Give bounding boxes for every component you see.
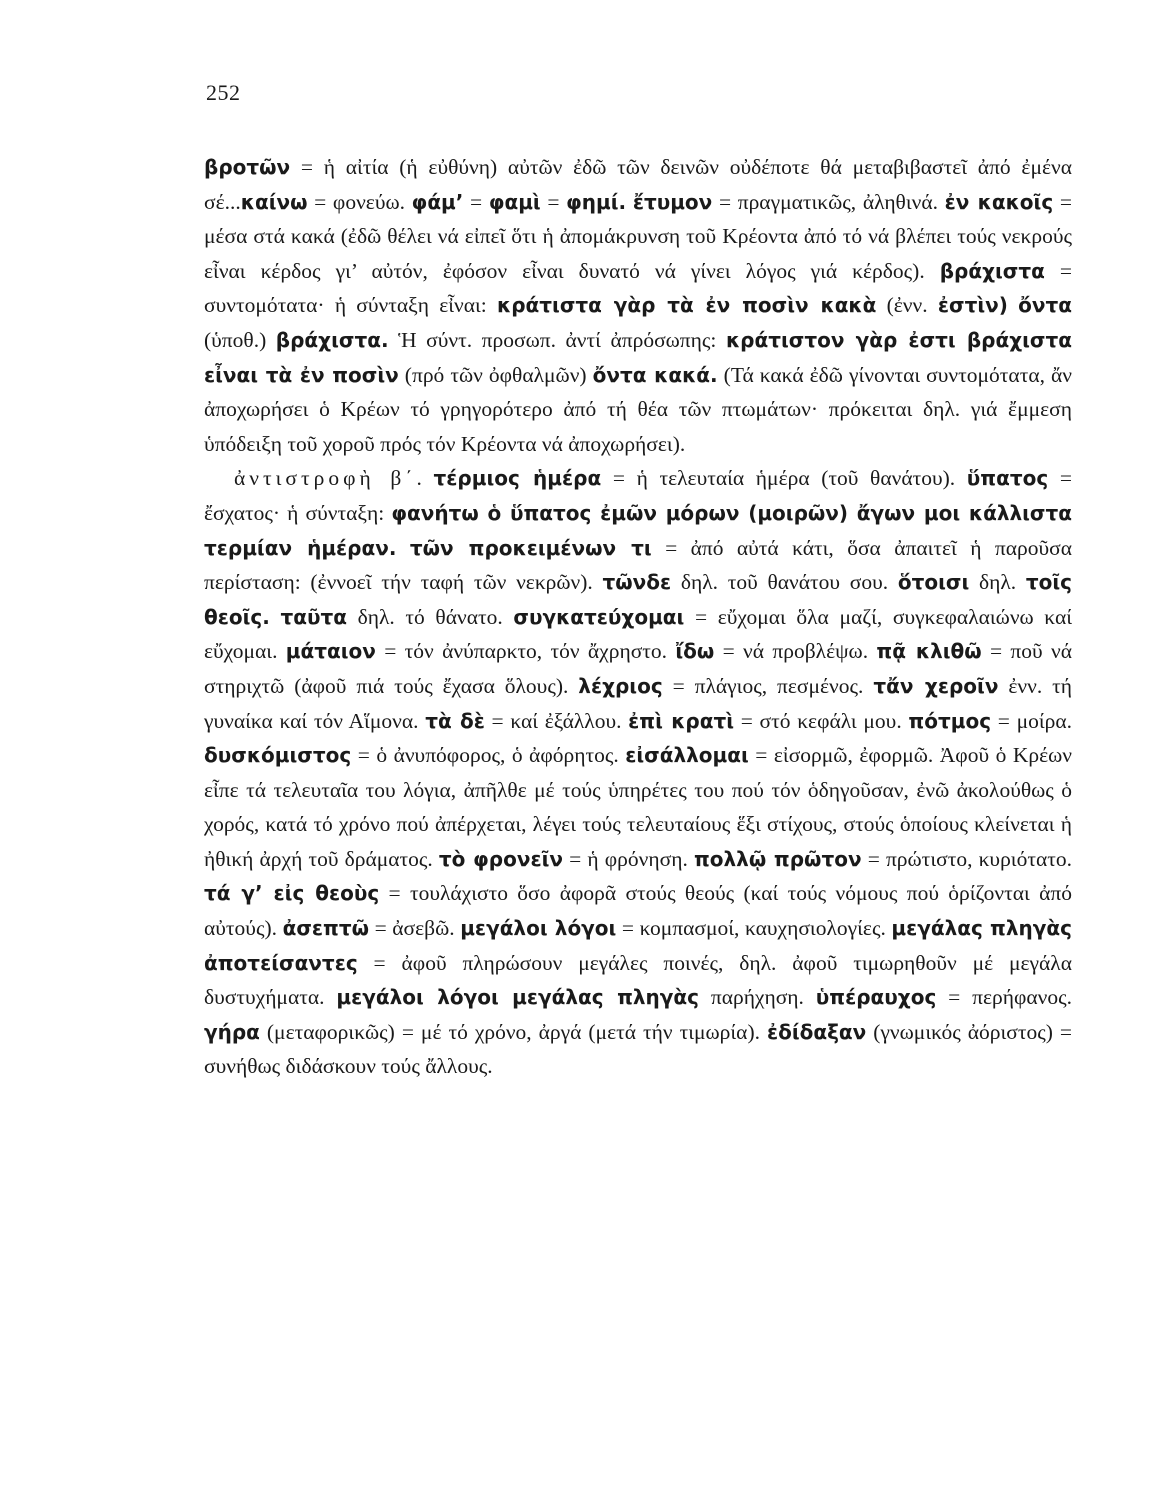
text-run: = πλάγιος, πεσμένος. [662, 673, 874, 698]
text-run: . [416, 466, 434, 491]
text-run: = τουλάχιστο ὅσο ἀφορᾶ στούς θεούς (καί τούς νόμους πού ὁρίζονται ἀπό αὐτούς). [204, 881, 1072, 941]
bold-term: συγκατεύχομαι [513, 604, 685, 629]
bold-term: τά γ’ εἰς θεοὺς [204, 881, 380, 906]
bold-term: καίνω [240, 189, 308, 214]
bold-term: ὄντα [1018, 293, 1072, 318]
text-run: Ἡ σύντ. προσωπ. ἀντί ἀπρόσωπης: [388, 327, 726, 352]
text-run: δηλ. τοῦ θανάτου σου. [671, 570, 898, 595]
text-run [270, 605, 281, 629]
text-run: (γνωμικός ἀόριστος) = συνήθως διδάσκουν τούς ἄλλους. [204, 1019, 1072, 1079]
text-run: (πρό τῶν ὀφθαλμῶν) [398, 362, 593, 387]
text-run: = [540, 189, 567, 214]
bold-term: ὄντα κακά. [592, 362, 718, 387]
text-run: = ἡ αἰτία (ἡ εὐθύνη) αὐτῶν ἐδῶ τῶν δεινῶν οὐδέποτε θά μεταβιβαστεῖ ἀπό ἐμένα σέ... [204, 155, 1072, 214]
paragraph-1 [204, 150, 1072, 461]
bold-term: γήρα [204, 1019, 260, 1044]
bold-term: πολλῷ πρῶτον [693, 846, 862, 871]
bold-term: ταῦτα [280, 604, 347, 629]
text-run: δηλ. [969, 570, 1026, 595]
bold-term: φανήτω ὁ ὕπατος ἐμῶν μόρων (μοιρῶν) ἄγων μοι κάλλιστα τερμίαν ἡμέραν. [204, 500, 1072, 560]
text-run: δηλ. τό θάνατο. [347, 604, 514, 629]
bold-term: τέρμιος ἡμέρα [433, 466, 602, 491]
text-run: = ἀφοῦ πληρώσουν μεγάλες ποινές, δηλ. ἀφοῦ τιμωρηθοῦν μέ μεγάλα δυστυχήματα. [204, 950, 1072, 1010]
bold-term: βράχιστα [939, 258, 1045, 283]
bold-term: βροτῶν [204, 155, 291, 179]
bold-term: ἔτυμον [632, 189, 713, 214]
text-run: = [463, 189, 489, 214]
bold-term: ἐπὶ κρατὶ [628, 708, 735, 733]
bold-term: φημί. [566, 189, 627, 214]
text-run: ἐνν. τή γυναίκα καί τόν Αἵμονα. [204, 673, 1072, 733]
text-run: = πραγματικῶς, ἀληθινά. [712, 189, 945, 214]
bold-term: ἐδίδαξαν [766, 1019, 867, 1044]
paragraph-2 [204, 461, 1072, 1084]
page-number: 252 [206, 80, 241, 105]
bold-term: λέχριος [578, 673, 663, 698]
text-run: = καί ἐξάλλου. [484, 708, 629, 733]
text-run: = εὔχομαι ὅλα μαζί, συγκεφαλαιώνω καί εὔχομαι. [204, 604, 1073, 664]
text-run: = κομπασμοί, καυχησιολογίες. [616, 916, 892, 941]
bold-term: ἐστὶν) [937, 293, 1008, 318]
text-run: = μοίρα. [991, 708, 1072, 733]
bold-term: δυσκόμιστος [204, 743, 352, 768]
text-run: = μέσα στά κακά (ἐδῶ θέλει νά εἰπεῖ ὅτι ἡ ἀπομάκρυνση τοῦ Κρέοντα ἀπό τό νά βλέπει τούς νεκρούς εἶναι κέρδος γι’ αὐτόν, ἐφόσον εἶναι δυνατό νά γίνει λόγος γιά κέρδος). [204, 189, 1072, 283]
text-run: = συντομότατα· ἡ σύνταξη εἶναι: [204, 258, 1072, 318]
text-run [396, 536, 409, 560]
text-run: = ποῦ νά στηριχτῶ (ἀφοῦ πιά τούς ἔχασα ὅλους). [204, 639, 1072, 698]
bold-term: ἴδω [675, 639, 715, 664]
bold-term: εἰσάλλομαι [625, 743, 749, 768]
bold-term: κράτιστα γὰρ τὰ ἐν ποσὶν κακὰ [497, 293, 877, 318]
bold-term: μεγάλοι λόγοι μεγάλας πληγὰς [336, 985, 699, 1010]
bold-term: φάμ’ [411, 189, 464, 214]
bold-term: τοῖς θεοῖς. [204, 570, 1072, 629]
commentary-text [204, 150, 1072, 1084]
text-run: (Τά κακά ἐδῶ γίνονται συντομότατα, ἄν ἀποχωρήσει ὁ Κρέων τό γρηγορότερο ἀπό τή θέα τῶν πτωμάτων· πρόκειται δηλ. γιά ἔμμεση ὑπόδειξη τοῦ χοροῦ πρός τόν Κρέοντα νά ἀποχωρήσει). [204, 362, 1072, 456]
bold-term: μάταιον [285, 639, 376, 664]
text-run: = ἡ τελευταία ἡμέρα (τοῦ θανάτου). [601, 466, 967, 491]
text-run: = ἔσχατος· ἡ σύνταξη: [204, 466, 1072, 525]
text-run: (μεταφορικῶς) = μέ τό χρόνο, ἀργά (μετά τήν τιμωρία). [259, 1019, 767, 1044]
bold-term: τῶν προκειμένων τι [409, 535, 652, 560]
bold-term: ὕπατος [966, 466, 1049, 491]
bold-term: φαμὶ [488, 189, 541, 214]
text-run: = ἀσεβῶ. [369, 916, 461, 941]
bold-term: κράτιστον γὰρ ἐστι βράχιστα εἶναι τὰ ἐν ποσὶν [204, 327, 1072, 387]
text-run: = περήφανος. [936, 985, 1073, 1010]
bold-term: μεγάλας πληγὰς ἀποτείσαντες [204, 916, 1072, 975]
bold-term: ὅτοισι [897, 570, 970, 595]
bold-term: μεγάλοι λόγοι [460, 916, 617, 941]
text-run: = φονεύω. [307, 189, 412, 214]
text-run: (ὑποθ.) [204, 327, 276, 352]
bold-term: τὸ φρονεῖν [438, 846, 564, 871]
text-run [1008, 293, 1018, 317]
text-run: = στό κεφάλι μου. [734, 708, 909, 733]
text-run: ἀντιστροφὴ β΄ [234, 466, 417, 491]
text-run: παρήχηση. [699, 985, 816, 1010]
text-run: = ἀπό αὐτά κάτι, ὅσα ἀπαιτεῖ ἡ παροῦσα περίσταση: (ἐννοεῖ τήν ταφή τῶν νεκρῶν). [204, 535, 1072, 595]
bold-term: τῶνδε [602, 570, 672, 595]
bold-term: πότμος [908, 708, 992, 733]
text-run: = εἰσορμῶ, ἐφορμῶ. Ἀφοῦ ὁ Κρέων εἶπε τά τελευταῖα του λόγια, ἀπῆλθε μέ τούς ὑπηρέτες του πού τόν ὁδηγοῦσαν, ἐνῶ ἀκολούθως ὁ χορός, κατά τό χρόνο πού ἀπέρχεται, λέγει τούς τελευταίους ἕξι στίχους, στούς ὁποίους κλείνεται ἡ ἠθική ἀρχή τοῦ δράματος. [204, 743, 1072, 871]
bold-term: ἀσεπτῶ [282, 916, 369, 941]
text-run: = νά προβλέψω. [714, 639, 877, 664]
text-run: = ἡ φρόνηση. [563, 846, 694, 871]
bold-term: βράχιστα. [275, 327, 389, 352]
text-run: = τόν ἀνύπαρκτο, τόν ἄχρηστο. [375, 639, 676, 664]
bold-term: ὑπέραυχος [815, 985, 937, 1010]
bold-term: τἄν χεροῖν [873, 673, 999, 698]
bold-term: ἐν κακοῖς [944, 189, 1054, 214]
bold-term: τὰ δὲ [425, 708, 485, 733]
text-run [626, 190, 633, 214]
text-run: = ὁ ἀνυπόφορος, ὁ ἀφόρητος. [351, 743, 626, 768]
text-run: (ἐνν. [876, 293, 938, 318]
bold-term: πᾷ κλιθῶ [876, 639, 982, 664]
text-run: = πρώτιστο, κυριότατο. [861, 846, 1073, 871]
